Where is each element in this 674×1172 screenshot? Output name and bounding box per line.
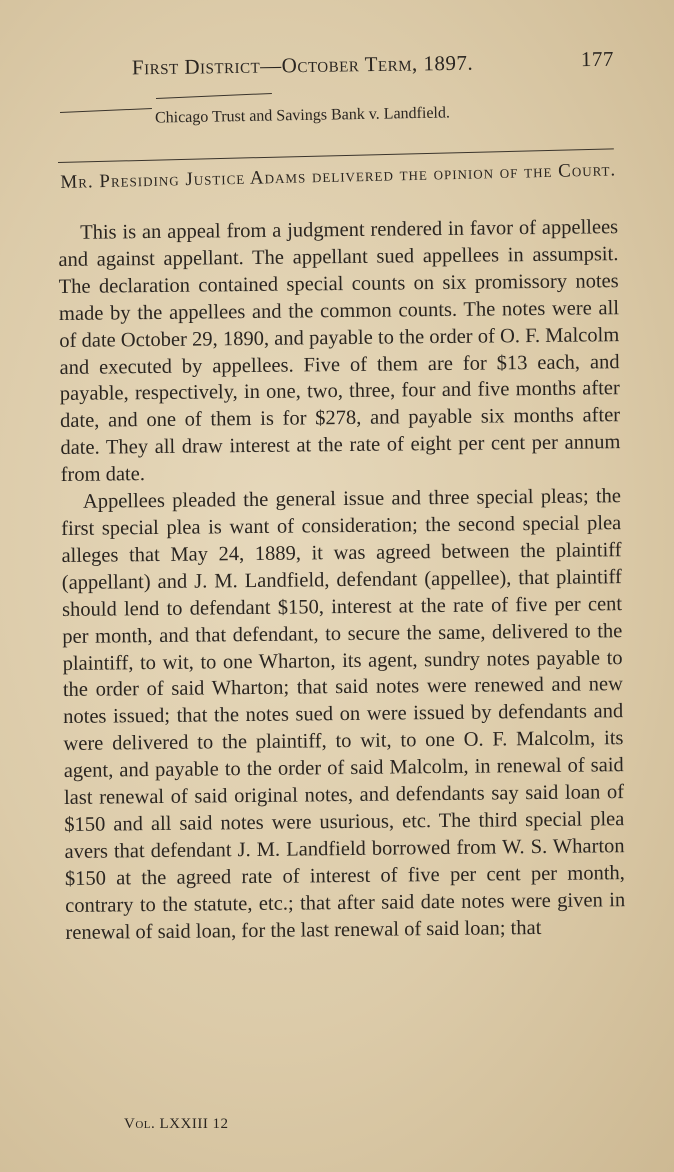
top-rule-left: [60, 108, 152, 113]
paragraph-2: Appellees pleaded the general issue and three special pleas; the first special plea is want of consideration; the second special plea alleges that May 24, 1889, it was agreed between the plaintiff (appellant) and J. M. Landfield, defendant (appellee), that plaintiff should lend to defendant $150, interest at the rate of five per cent per month, and that defendant, to secure the same, delivered to the plaintiff, to wit, to one Wharton, its agent, sundry notes payable to the order of said Wharton; that said notes were renewed and new notes issued; that the notes sued on were issued by defendants and were delivered to the plaintiff, to wit, to one O. F. Malcolm, its agent, and payable to the order of said Malcolm, in renewal of said last renewal of said original notes, and defendants say said loan of $150 and all said notes were usurious, etc. The third special plea avers that defendant J. M. Landfield borrowed from W. S. Wharton $150 at the agreed rate of interest of five per cent per month, contrary to the statute, etc.; that after said date notes were given in renewal of said loan, for the last renewal of said loan; that: [61, 485, 626, 944]
opinion-heading: Mr. Presiding Justice Adams delivered the opinion of the Court.: [60, 159, 617, 193]
running-head: [131, 46, 622, 90]
page-number: 177: [580, 46, 615, 72]
top-rule-right: [156, 93, 272, 99]
opinion-body: [58, 214, 626, 946]
running-title: First District—October Term, 1897.: [131, 50, 474, 80]
case-title: Chicago Trust and Savings Bank v. Landfield.: [154, 104, 451, 127]
signature-mark: Vol. LXXIII 12: [124, 1116, 229, 1132]
paragraph-1: This is an appeal from a judgment rendered in favor of appellees and against appellant. The appellant sued appellees in assumpsit. The declaration contained special counts on six promissory notes made by the appellees and the common counts. The notes were all of date October 29, 1890, and payable to the order of O. F. Malcolm and executed by appellees. Five of them are for $13 each, and payable, respectively, in one, two, three, four and five months after date, and one of them is for $278, and payable six months after date. They all draw interest at the rate of eight per cent per annum from date.: [58, 216, 621, 487]
